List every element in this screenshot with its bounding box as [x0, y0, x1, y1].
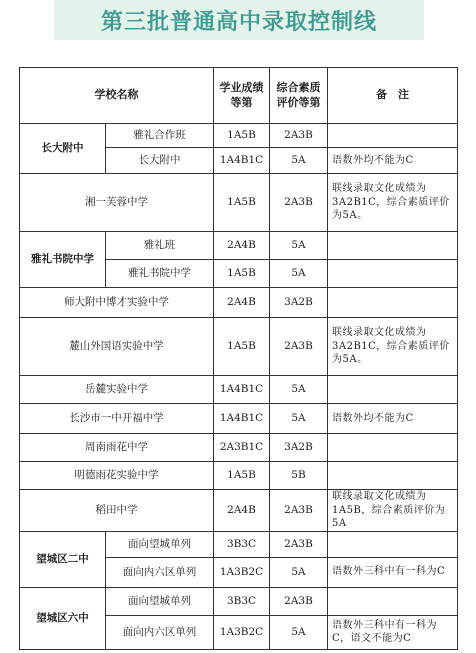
school-name: 湘一芙蓉中学	[20, 174, 214, 232]
school-name: 明德雨花实验中学	[20, 462, 214, 490]
note-cell: 语数外三科中有一科为C	[328, 557, 458, 587]
note-cell	[328, 434, 458, 462]
academic-grade: 2A4B	[214, 490, 270, 532]
academic-grade: 3B3C	[214, 531, 270, 557]
table-row	[20, 434, 458, 462]
academic-grade: 1A5B	[214, 174, 270, 232]
note-cell	[328, 288, 458, 318]
academic-grade: 1A5B	[214, 124, 270, 148]
note-cell	[328, 531, 458, 557]
academic-grade: 1A5B	[214, 318, 270, 376]
comprehensive-grade: 5A	[270, 615, 328, 649]
header-academic: 学业成绩等第	[214, 68, 270, 124]
comprehensive-grade: 2A3B	[270, 124, 328, 148]
note-cell: 联线录取文化成绩为1A5B，综合素质评价为5A	[328, 490, 458, 532]
comprehensive-grade: 3A2B	[270, 434, 328, 462]
note-cell	[328, 587, 458, 615]
school-sub-name: 面向望城单列	[106, 587, 214, 615]
comprehensive-grade: 5A	[270, 404, 328, 434]
table-row	[20, 462, 458, 490]
page-title: 第三批普通高中录取控制线	[100, 9, 377, 35]
comprehensive-grade: 2A3B	[270, 318, 328, 376]
table-row	[20, 587, 458, 615]
title-band	[54, 0, 424, 40]
academic-grade: 1A4B1C	[214, 376, 270, 404]
school-name: 师大附中博才实验中学	[20, 288, 214, 318]
comprehensive-grade: 3A2B	[270, 288, 328, 318]
academic-grade: 1A3B2C	[214, 615, 270, 649]
school-name: 麓山外国语实验中学	[20, 318, 214, 376]
note-cell: 联线录取文化成绩为3A2B1C，综合素质评价为5A。	[328, 318, 458, 376]
comprehensive-grade: 2A3B	[270, 531, 328, 557]
header-school: 学校名称	[20, 68, 214, 124]
table-row	[20, 124, 458, 148]
note-cell: 语数外均不能为C	[328, 404, 458, 434]
school-name: 周南雨花中学	[20, 434, 214, 462]
school-sub-name: 雅礼书院中学	[106, 260, 214, 288]
note-cell: 语数外均不能为C	[328, 148, 458, 174]
comprehensive-grade: 5A	[270, 376, 328, 404]
table-row	[20, 318, 458, 376]
table-header-row	[20, 68, 458, 124]
note-cell	[328, 124, 458, 148]
school-sub-name: 面向内六区单列	[106, 615, 214, 649]
school-group-name: 望城区六中	[20, 587, 106, 649]
note-cell	[328, 260, 458, 288]
academic-grade: 2A4B	[214, 288, 270, 318]
comprehensive-grade: 2A3B	[270, 587, 328, 615]
header-note: 备 注	[328, 68, 458, 124]
note-cell: 联线录取文化成绩为3A2B1C，综合素质评价为5A。	[328, 174, 458, 232]
school-sub-name: 雅礼班	[106, 232, 214, 260]
school-group-name: 雅礼书院中学	[20, 232, 106, 288]
academic-grade: 1A5B	[214, 260, 270, 288]
comprehensive-grade: 5A	[270, 260, 328, 288]
table-row	[20, 404, 458, 434]
academic-grade: 1A4B1C	[214, 148, 270, 174]
table-row	[20, 531, 458, 557]
comprehensive-grade: 2A3B	[270, 490, 328, 532]
school-group-name: 长大附中	[20, 124, 106, 174]
note-cell	[328, 232, 458, 260]
table-row	[20, 232, 458, 260]
academic-grade: 2A4B	[214, 232, 270, 260]
comprehensive-grade: 2A3B	[270, 174, 328, 232]
school-name: 岳麓实验中学	[20, 376, 214, 404]
comprehensive-grade: 5B	[270, 462, 328, 490]
school-sub-name: 雅礼合作班	[106, 124, 214, 148]
school-sub-name: 长大附中	[106, 148, 214, 174]
school-name: 稻田中学	[20, 490, 214, 532]
table-row	[20, 174, 458, 232]
academic-grade: 2A3B1C	[214, 434, 270, 462]
table-row	[20, 288, 458, 318]
note-cell: 语数外三科中有一科为C，语文不能为C	[328, 615, 458, 649]
school-group-name: 望城区二中	[20, 531, 106, 587]
table-row	[20, 376, 458, 404]
school-sub-name: 面向内六区单列	[106, 557, 214, 587]
academic-grade: 1A5B	[214, 462, 270, 490]
academic-grade: 1A4B1C	[214, 404, 270, 434]
school-sub-name: 面向望城单列	[106, 531, 214, 557]
academic-grade: 1A3B2C	[214, 557, 270, 587]
table-row	[20, 490, 458, 532]
comprehensive-grade: 5A	[270, 232, 328, 260]
comprehensive-grade: 5A	[270, 148, 328, 174]
header-comprehensive: 综合素质评价等第	[270, 68, 328, 124]
note-cell	[328, 462, 458, 490]
school-name: 长沙市一中开福中学	[20, 404, 214, 434]
note-cell	[328, 376, 458, 404]
academic-grade: 3B3C	[214, 587, 270, 615]
comprehensive-grade: 5A	[270, 557, 328, 587]
admission-table	[19, 67, 458, 650]
